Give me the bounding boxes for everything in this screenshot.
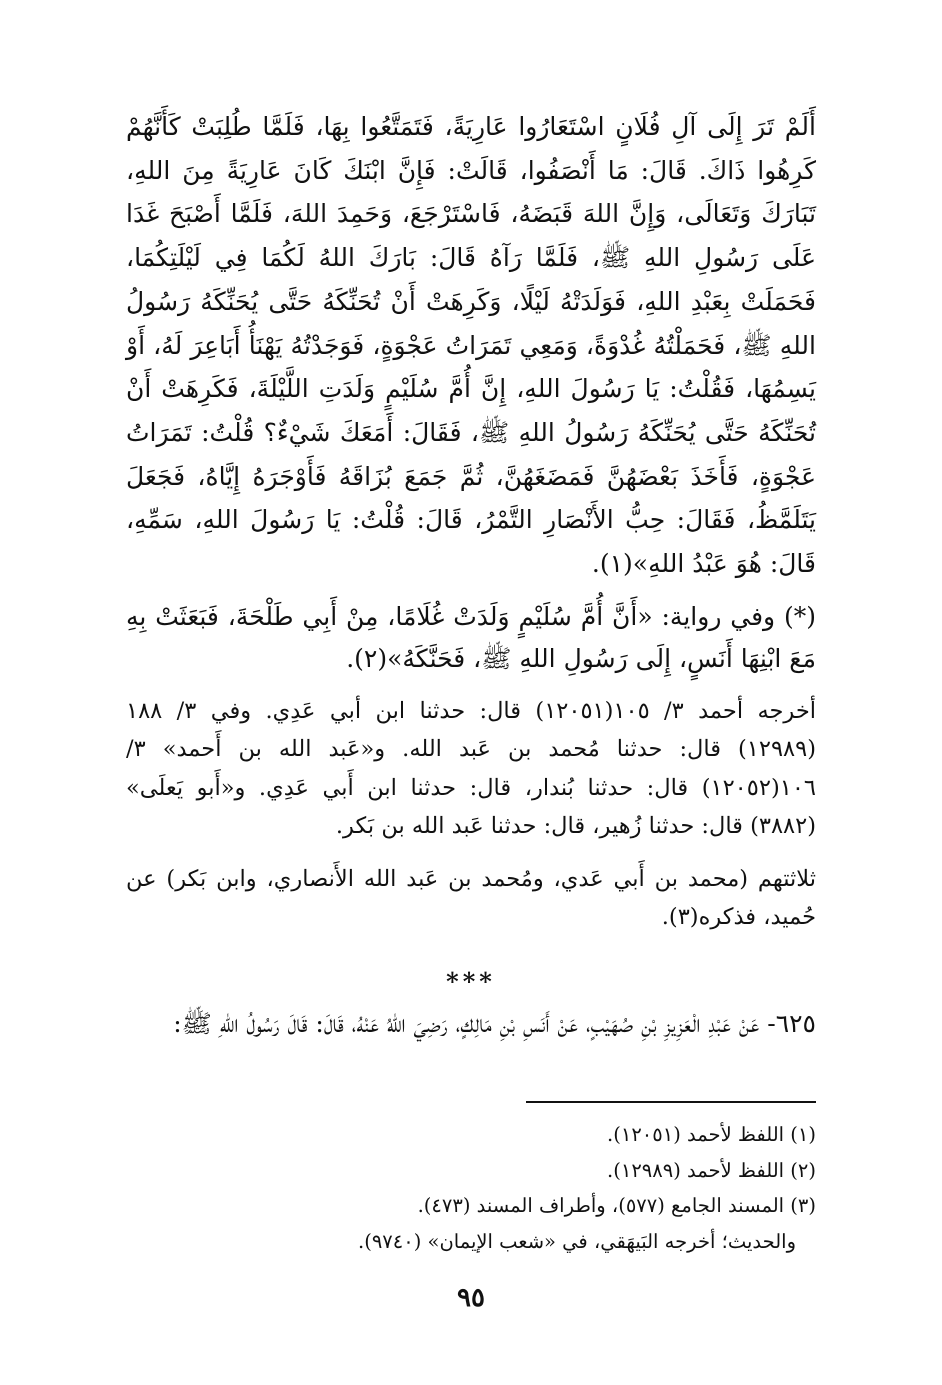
- footnote-2: (٢) اللفظ لأحمد (١٢٩٨٩).: [607, 1158, 816, 1182]
- footnote-rule: [526, 1101, 816, 1103]
- hadith-text: أَلَمْ تَرَ إِلَى آلِ فُلَانٍ اسْتَعَارُوا عَارِيَةً، فَتَمَتَّعُوا بِهَا، فَلَمَّا طُلِبَتْ كَأَنَّهُمْ كَرِهُوا ذَاكَ. قَالَ: مَا أَنْصَفُوا، قَالَتْ: فَإِنَّ ابْنَكَ كَانَ عَارِيَةً مِنَ اللهِ، تَبَارَكَ وَتَعَالَى، وَإِنَّ اللهَ قَبَضَهُ، فَاسْتَرْجَعَ، وَحَمِدَ اللهَ، فَلَمَّا أَصْبَحَ غَدَا عَلَى رَسُولِ اللهِ ﷺ، فَلَمَّا رَآهُ قَالَ: بَارَكَ اللهُ لَكُمَا فِي لَيْلَتِكُمَا، فَحَمَلَتْ بِعَبْدِ اللهِ، فَوَلَدَتْهُ لَيْلًا، وَكَرِهَتْ أَنْ تُحَنِّكَهُ حَتَّى يُحَنِّكَهُ رَسُولُ اللهِ ﷺ، فَحَمَلْتُهُ غُدْوَةً، وَمَعِي تَمَرَاتُ عَجْوَةٍ، فَوَجَدْتُهُ يَهْنَأُ أَبَاعِرَ لَهُ، أَوْ يَسِمُهَا، فَقُلْتُ: يَا رَسُولَ اللهِ، إِنَّ أُمَّ سُلَيْمٍ وَلَدَتِ اللَّيْلَةَ، فَكَرِهَتْ أَنْ تُحَنِّكَهُ حَتَّى يُحَنِّكَهُ رَسُولُ اللهِ ﷺ، فَقَالَ: أَمَعَكَ شَيْءٌ؟ قُلْتُ: تَمَرَاتُ عَجْوَةٍ، فَأَخَذَ بَعْضَهُنَّ فَمَضَغَهُنَّ، ثُمَّ جَمَعَ بُزَاقَهُ فَأَوْجَرَهُ إِيَّاهُ، فَجَعَلَ يَتَلَمَّظُ، فَقَالَ: حِبُّ الأَنْصَارِ التَّمْرُ، قَالَ: قُلْتُ: يَا رَسُولَ اللهِ، سَمِّهِ، قَالَ: هُوَ عَبْدُ اللهِ»(١).: [126, 112, 816, 579]
- footnote-3-continuation: والحديث؛ أخرجه البَيهَقي، في «شعب الإيمان» (٩٧٤٠).: [358, 1229, 796, 1253]
- footnotes: [126, 1117, 816, 1259]
- footnote-3: (٣) المسند الجامع (٥٧٧)، وأطراف المسند (٤٧٣).: [417, 1194, 816, 1217]
- footnote-1: (١) اللفظ لأحمد (١٢٠٥١).: [607, 1123, 816, 1146]
- riwaya-text: (*) وفي رواية: «أَنَّ أُمَّ سُلَيْمٍ وَلَدَتْ غُلَامًا، مِنْ أَبِي طَلْحَةَ، فَبَعَثَتْ بِهِ مَعَ ابْنِهَا أَنَسٍ، إِلَى رَسُولِ اللهِ ﷺ، فَحَنَّكَهُ»(٢).: [126, 601, 816, 673]
- page-number: ٩٥: [457, 1283, 485, 1313]
- page-body: [126, 105, 816, 1045]
- summary-text: ثلاثتهم (محمد بن أَبي عَدي، ومُحمد بن عَبد الله الأَنصاري، وابن بَكر) عن حُميد، فذكره(٣).: [126, 865, 816, 931]
- takhrij-text: أخرجه أحمد ٣/ ١٠٥(١٢٠٥١) قال: حدثنا ابن أبي عَدِي. وفي ٣/ ١٨٨ (١٢٩٨٩) قال: حدثنا مُحمد بن عَبد الله. و«عَبد الله بن أَحمد» ٣/ ١٠٦(١٢٠٥٢) قال: حدثنا بُندار، قال: حدثنا ابن أَبي عَدِي. و«أَبو يَعلَى» (٣٨٨٢) قال: حدثنا زُهير، قال: حدثنا عَبد الله بن بَكر.: [126, 697, 817, 840]
- next-hadith-text: ٦٢٥- عَنْ عَبْدِ الْعَزِيزِ بْنِ صُهَيْبٍ، عَنْ أَنَسِ بْنِ مَالِكٍ، رَضِيَ اللهُ عَنْهُ، قَالَ: قَالَ رَسُولُ اللهِ ﷺ:: [173, 1008, 816, 1038]
- section-separator: ***: [446, 966, 496, 996]
